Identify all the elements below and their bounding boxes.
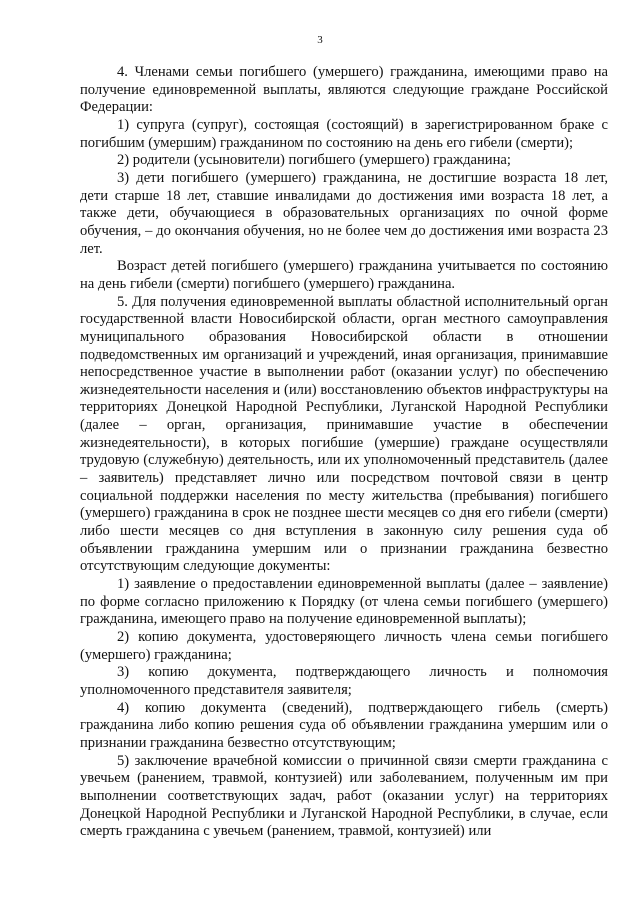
paragraph-family-members: 4. Членами семьи погибшего (умершего) гражданина, имеющими право на получение единовременной выплаты, являются следующие граждане Российской Федерации: — [80, 64, 608, 116]
paragraph-item-representative-document: 3) копию документа, подтверждающего личность и полномочия уполномоченного представителя заявителя; — [80, 664, 608, 698]
paragraph-item-application: 1) заявление о предоставлении единовременной выплаты (далее – заявление) по форме согласно приложению к Порядку (от члена семьи погибшего (умершего) гражданина, имеющего право на получение единовременной выплаты); — [80, 576, 608, 628]
paragraph-children-age: Возраст детей погибшего (умершего) гражданина учитывается по состоянию на день гибели (смерти) погибшего (умершего) гражданина. — [80, 258, 608, 292]
paragraph-item-children: 3) дети погибшего (умершего) гражданина, не достигшие возраста 18 лет, дети старше 18 лет, ставшие инвалидами до достижения ими возраста 18 лет, а также дети, обучающиеся в образовательных организациях по очной форме обучения, – до окончания обучения, но не более чем до достижения ими возраста 23 лет. — [80, 169, 608, 257]
paragraph-item-identity-document: 2) копию документа, удостоверяющего личность члена семьи погибшего (умершего) гражданина; — [80, 629, 608, 663]
paragraph-item-parents: 2) родители (усыновители) погибшего (умершего) гражданина; — [117, 152, 511, 169]
paragraph-item-death-document: 4) копию документа (сведений), подтверждающего гибель (смерть) гражданина либо копию решения суда об объявлении гражданина умершим или о признании гражданина безвестно отсутствующим; — [80, 699, 608, 751]
paragraph-documents-required: 5. Для получения единовременной выплаты областной исполнительный орган государственной власти Новосибирской области, орган местного самоуправления муниципального образования Новосибирской области в отношении подведомственных им организаций и учреждений, иная организация, принимавшие непосредственное участие в выполнении работ (оказании услуг) по обеспечению жизнедеятельности населения и (или) восстановлению объектов инфраструктуры на территориях Донецкой Народной Республики, Луганской Народной Республики (далее – орган, организация, принимавшие участие в обеспечении жизнедеятельности), в которых погибшие (умершие) граждане осуществляли трудовую (служебную) деятельность, или их уполномоченный представитель (далее – заявитель) представляет лично или посредством почтовой связи в центр социальной поддержки населения по месту жительства (пребывания) погибшего (умершего) гражданина в срок не позднее шести месяцев со дня его гибели (смерти) либо шести месяцев со дня вступления в законную силу решения суда об объявлении гражданина умершим или о признании гражданина безвестно отсутствующим следующие документы: — [80, 293, 608, 575]
paragraph-item-medical-conclusion: 5) заключение врачебной комиссии о причинной связи смерти гражданина с увечьем (ранением, травмой, контузией) или заболеванием, полученным им при выполнении соответствующих задач, работ (оказании услуг) на территориях Донецкой Народной Республики и Луганской Народной Республики, в случае, если смерть гражданина с увечьем (ранением, травмой, контузией) или — [80, 752, 608, 840]
document-body — [80, 64, 608, 841]
paragraph-item-spouse: 1) супруга (супруг), состоящая (состоящий) в зарегистрированном браке с погибшим (умершим) гражданином по состоянию на день его гибели (смерти); — [80, 116, 608, 151]
page-number: 3 — [317, 34, 323, 46]
